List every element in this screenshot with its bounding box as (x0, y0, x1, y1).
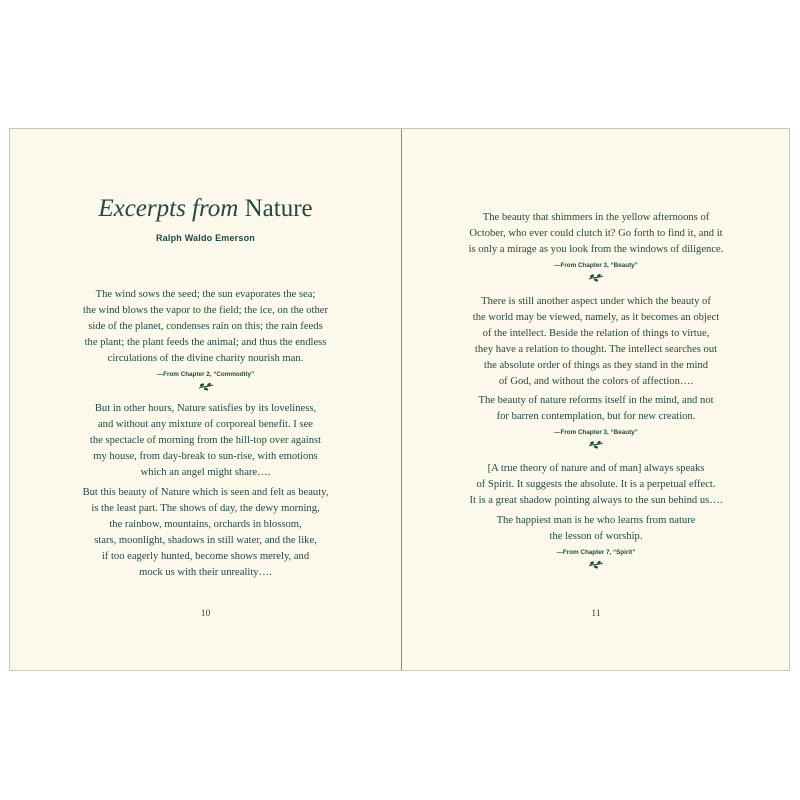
excerpt-block-5 (402, 294, 790, 390)
right-page (402, 129, 790, 670)
paragraph: The beauty of nature reforms itself in the mind, and not for barren contemplation, but for new creation. (478, 395, 714, 422)
book-spread (9, 128, 790, 671)
excerpt-block-8 (402, 513, 790, 569)
excerpt-block-4 (402, 210, 790, 282)
left-page (10, 129, 401, 670)
paragraph: There is still another aspect under which the beauty of the world may be viewed, namely, as it becomes an object of the intellect. Beside the relation of things to virtue, they have a relation to thought. The intellect searches out the absolute order of things as they stand in the mind of God, and without the colors of affection…. (472, 296, 720, 387)
leaf-sprig-icon (588, 560, 604, 569)
page-title (10, 195, 401, 223)
page-number: 10 (200, 609, 211, 619)
excerpt-block-2 (10, 401, 401, 481)
excerpt-block-6 (402, 393, 790, 449)
title-italic: Excerpts from (98, 195, 239, 222)
paragraph: But in other hours, Nature satisfies by its loveliness, and without any mixture of corporeal benefit. I see the spectacle of morning from the hill-top over against my house, from day-break to sun-rise, with emotions which an angel might share…. (89, 403, 322, 478)
page-number: 11 (591, 609, 601, 619)
excerpt-block-1 (10, 287, 401, 391)
citation: —From Chapter 7, “Spirit” (556, 549, 636, 556)
leaf-sprig-icon (588, 273, 604, 282)
excerpt-block-7 (402, 461, 790, 509)
paragraph: The wind sows the seed; the sun evaporates the sea; the wind blows the vapor to the field; the ice, on the other side of the planet, condenses rain on this; the rain feeds the plant; the plant feeds the animal; and thus the endless circulations of the divine charity nourish man. (82, 289, 329, 364)
paragraph: The beauty that shimmers in the yellow afternoons of October, who ever could clutch it? Go forth to find it, and it is only a mirage as you look from the windows of diligence. (468, 212, 724, 255)
paragraph: [A true theory of nature and of man] always speaks of Spirit. It suggests the absolute. It is a perpetual effect. It is a great shadow pointing always to the sun behind us…. (469, 463, 723, 506)
citation: —From Chapter 3, “Beauty” (554, 262, 638, 269)
title-roman: Nature (244, 195, 313, 222)
leaf-sprig-icon (198, 382, 214, 391)
paragraph: The happiest man is he who learns from nature the lesson of worship. (496, 515, 696, 542)
paragraph: But this beauty of Nature which is seen and felt as beauty, is the least part. The shows of day, the dewy morning, the rainbow, mountains, orchards in blossom, stars, moonlight, shadows in still water, and the like, if too eagerly hunted, become shows merely, and mock us with their unreality…. (82, 487, 329, 578)
leaf-sprig-icon (588, 440, 604, 449)
citation: —From Chapter 3, “Beauty” (554, 429, 638, 436)
citation: —From Chapter 2, “Commodity” (156, 371, 255, 378)
excerpt-block-3 (10, 485, 401, 581)
author-name: Ralph Waldo Emerson (156, 233, 255, 243)
